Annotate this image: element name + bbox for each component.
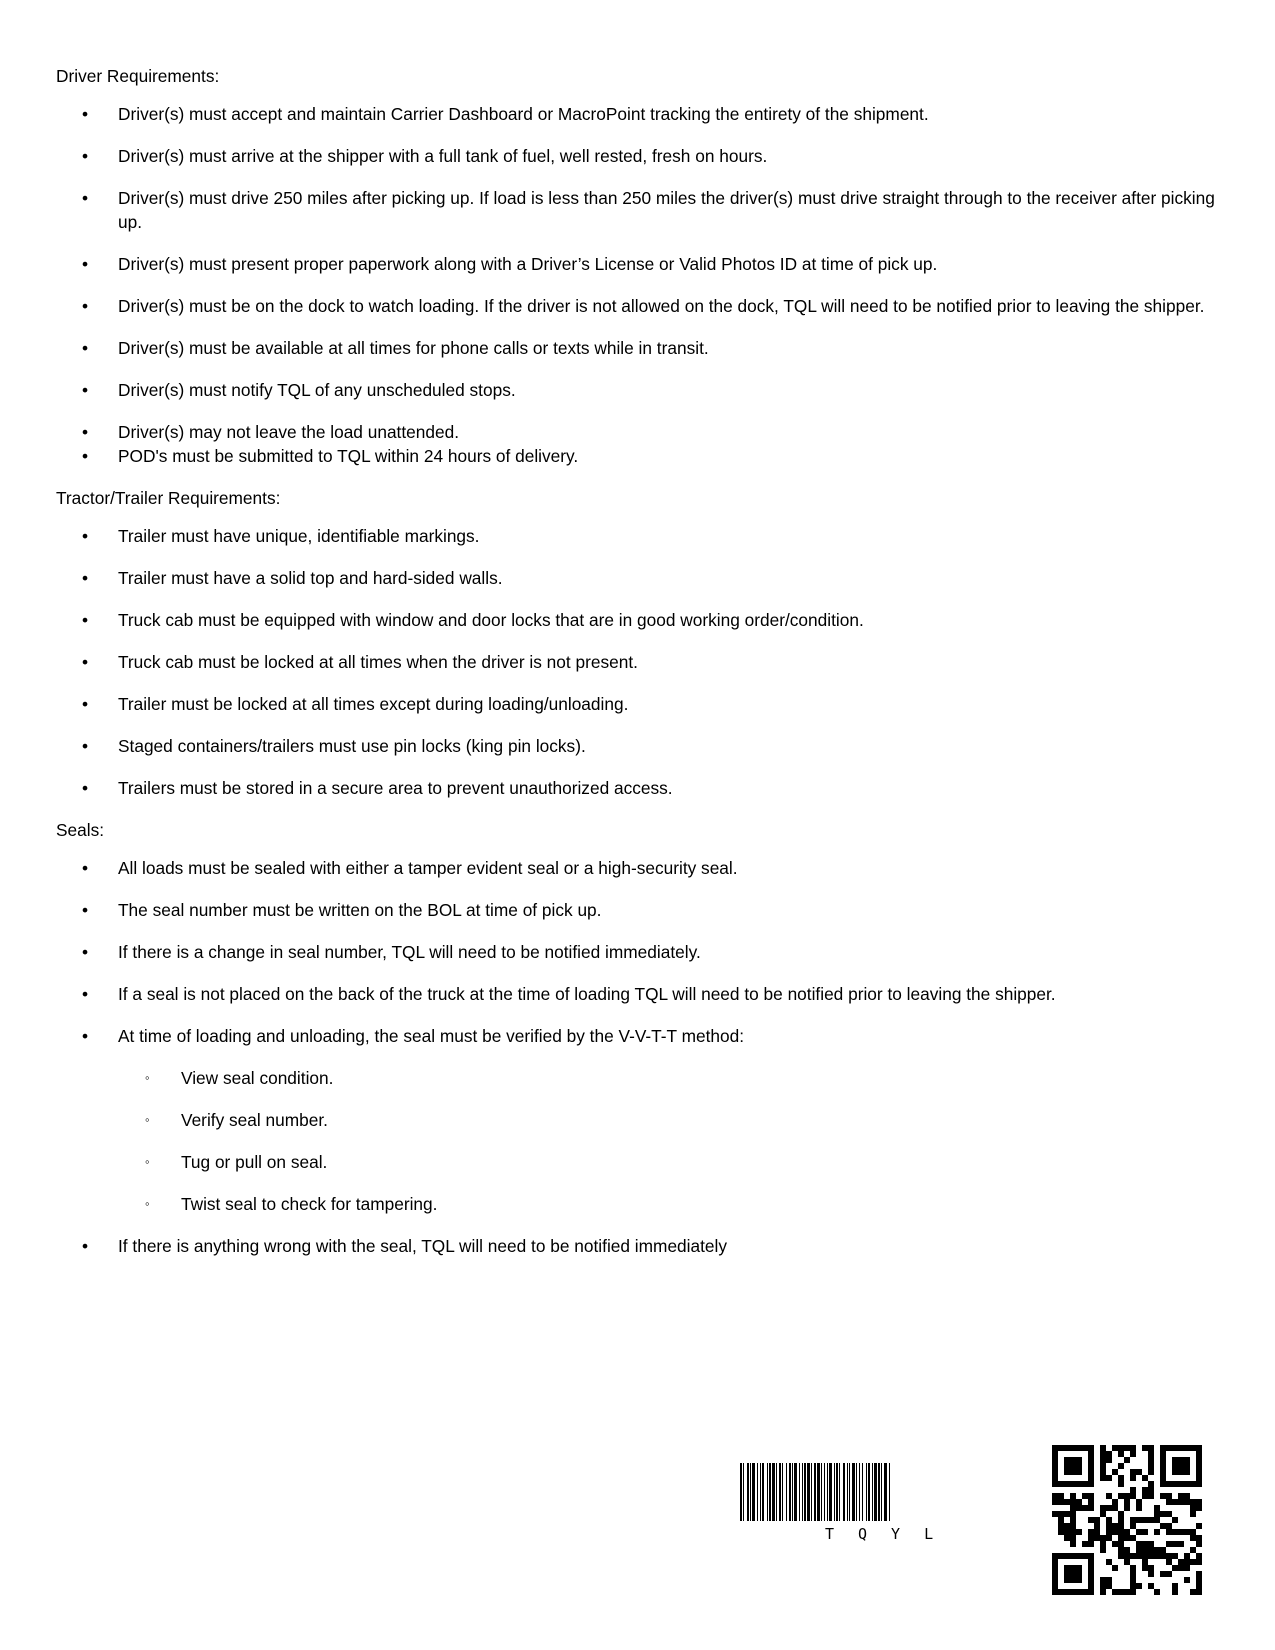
section-heading: Seals: — [56, 820, 105, 840]
list-item — [56, 378, 1216, 402]
list-item-text: Driver(s) must be on the dock to watch loading. If the driver is not allowed on the dock, TQL will need to be notified prior to leaving the shipper. — [118, 296, 1205, 316]
list-item — [56, 420, 1216, 444]
list-item-text: POD's must be submitted to TQL within 24 hours of delivery. — [118, 446, 579, 466]
sub-list-item — [56, 1192, 1216, 1216]
list-item-text: The seal number must be written on the BOL at time of pick up. — [118, 900, 602, 920]
bullet-icon: • — [82, 694, 89, 714]
barcode-text: TQYL — [825, 1525, 958, 1543]
bullet-icon: • — [82, 146, 89, 166]
list-item — [56, 102, 1216, 126]
document-page — [56, 64, 1216, 1276]
sub-list-item-text: Twist seal to check for tampering. — [181, 1194, 438, 1214]
list-item — [56, 776, 1216, 800]
list-item-text: If there is anything wrong with the seal, TQL will need to be notified immediately — [118, 1236, 728, 1256]
list-item — [56, 650, 1216, 674]
list-item-text: Trailer must have a solid top and hard-sided walls. — [118, 568, 503, 588]
list-item-text: All loads must be sealed with either a tamper evident seal or a high-security seal. — [118, 858, 738, 878]
bullet-list — [56, 524, 1216, 800]
list-item-text: If there is a change in seal number, TQL will need to be notified immediately. — [118, 942, 701, 962]
sub-list-item-text: Verify seal number. — [181, 1110, 328, 1130]
qr-code-icon — [1052, 1445, 1202, 1595]
section-heading: Driver Requirements: — [56, 66, 220, 86]
list-item-text: Trailers must be stored in a secure area to prevent unauthorized access. — [118, 778, 673, 798]
codes-area — [740, 1445, 1210, 1605]
driver-requirements-section — [56, 64, 1216, 468]
list-item-text: Driver(s) must arrive at the shipper with a full tank of fuel, well rested, fresh on hours. — [118, 146, 768, 166]
bullet-icon: • — [82, 296, 89, 316]
list-item — [56, 186, 1216, 234]
bullet-icon: • — [82, 858, 89, 878]
list-item — [56, 336, 1216, 360]
circle-bullet-icon: ◦ — [145, 1154, 150, 1169]
bullet-icon: • — [82, 984, 89, 1004]
list-item-text: Truck cab must be equipped with window and door locks that are in good working order/condition. — [118, 610, 864, 630]
bullet-list — [56, 102, 1216, 468]
seals-section — [56, 818, 1216, 1258]
list-item-text: Driver(s) must drive 250 miles after picking up. If load is less than 250 miles the driver(s) must drive straight through to the receiver after picking up. — [118, 188, 1215, 232]
list-item-text: Staged containers/trailers must use pin locks (king pin locks). — [118, 736, 586, 756]
list-item — [56, 898, 1216, 922]
barcode-icon — [740, 1463, 1025, 1521]
list-item-text: If a seal is not placed on the back of the truck at the time of loading TQL will need to be notified prior to leaving the shipper. — [118, 984, 1056, 1004]
sub-list-item — [56, 1108, 1216, 1132]
bullet-icon: • — [82, 1026, 89, 1046]
list-item-text: Driver(s) must present proper paperwork along with a Driver’s License or Valid Photos ID at time of pick up. — [118, 254, 938, 274]
list-item — [56, 692, 1216, 716]
list-item — [56, 1234, 1216, 1258]
list-item — [56, 444, 1216, 468]
list-item — [56, 982, 1216, 1006]
list-item-text: Driver(s) must accept and maintain Carrier Dashboard or MacroPoint tracking the entirety of the shipment. — [118, 104, 929, 124]
circle-bullet-icon: ◦ — [145, 1070, 150, 1085]
list-item-text: Driver(s) may not leave the load unattended. — [118, 422, 460, 442]
list-item — [56, 856, 1216, 880]
bullet-icon: • — [82, 900, 89, 920]
bullet-icon: • — [82, 380, 89, 400]
list-item-text: Truck cab must be locked at all times when the driver is not present. — [118, 652, 638, 672]
section-heading: Tractor/Trailer Requirements: — [56, 488, 281, 508]
sub-list-item — [56, 1150, 1216, 1174]
bullet-icon: • — [82, 104, 89, 124]
sub-list-item-text: Tug or pull on seal. — [181, 1152, 328, 1172]
bullet-icon: • — [82, 610, 89, 630]
bullet-icon: • — [82, 942, 89, 962]
list-item — [56, 524, 1216, 548]
list-item — [56, 940, 1216, 964]
bullet-icon: • — [82, 446, 89, 466]
circle-bullet-icon: ◦ — [145, 1112, 150, 1127]
list-item-text: Driver(s) must notify TQL of any unscheduled stops. — [118, 380, 516, 400]
list-item — [56, 734, 1216, 758]
sub-list-item-text: View seal condition. — [181, 1068, 334, 1088]
list-item — [56, 294, 1216, 318]
bullet-icon: • — [82, 652, 89, 672]
list-item-text: At time of loading and unloading, the seal must be verified by the V-V-T-T method: — [118, 1026, 745, 1046]
tractor-trailer-requirements-section — [56, 486, 1216, 800]
bullet-icon: • — [82, 1236, 89, 1256]
bullet-icon: • — [82, 736, 89, 756]
bullet-icon: • — [82, 422, 89, 442]
list-item — [56, 252, 1216, 276]
list-item-text: Driver(s) must be available at all times for phone calls or texts while in transit. — [118, 338, 709, 358]
list-item — [56, 608, 1216, 632]
list-item — [56, 566, 1216, 590]
bullet-icon: • — [82, 188, 89, 208]
bullet-icon: • — [82, 778, 89, 798]
circle-bullet-icon: ◦ — [145, 1196, 150, 1211]
bullet-icon: • — [82, 568, 89, 588]
list-item-text: Trailer must have unique, identifiable markings. — [118, 526, 480, 546]
sub-list-item — [56, 1066, 1216, 1090]
bullet-icon: • — [82, 526, 89, 546]
bullet-icon: • — [82, 254, 89, 274]
list-item-text: Trailer must be locked at all times except during loading/unloading. — [118, 694, 629, 714]
list-item — [56, 144, 1216, 168]
bullet-icon: • — [82, 338, 89, 358]
bullet-list — [56, 856, 1216, 1258]
list-item — [56, 1024, 1216, 1048]
